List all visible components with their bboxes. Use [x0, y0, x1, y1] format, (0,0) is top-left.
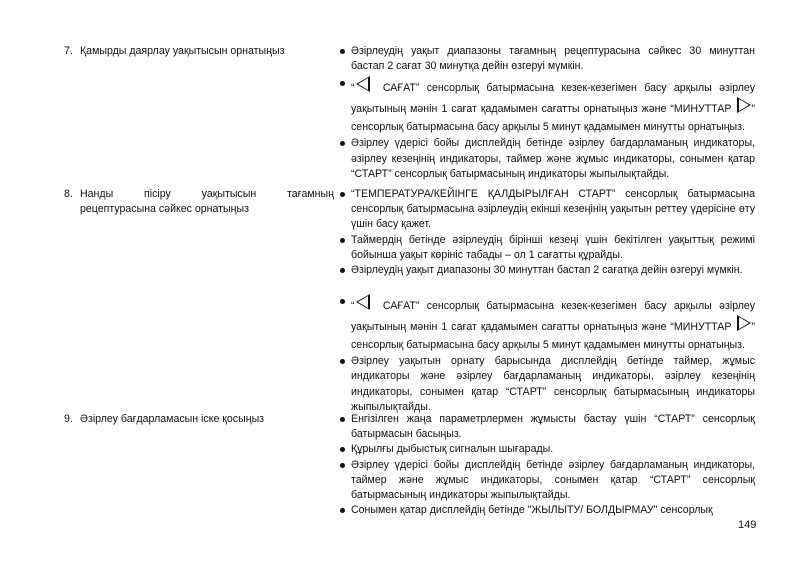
hour-button-icon [356, 294, 370, 310]
bullet: Әзірлеу үдерісі бойы дисплейдің бетінде әзірлеу бағдарламаның индикаторы, әзірлеу кезеңінің индикаторы, таймер және жұмыс индикаторы, сонымен қатар “СТАРТ” сенсорлық батырмасының индикаторы жыпылықтайды. [339, 136, 755, 182]
bullet: Әзірлеудің уақыт диапазоны тағамның рецептурасына сәйкес 30 минуттан бастап 2 сағат 30 минутқа дейін өзгеруі мүмкін. [339, 44, 755, 74]
step-8 [64, 187, 334, 217]
step-9-bullets [339, 412, 755, 518]
step-9 [64, 412, 334, 427]
step-title-line2: рецептурасына сәйкес орнатыңыз [80, 203, 249, 216]
step-8-bullets [339, 187, 755, 415]
minute-button-icon [737, 315, 751, 331]
bullet: “ САҒАТ” сенсорлық батырмасына кезек-кезегімен басу арқылы әзірлеу уақытының мәнін 1 сағат қадамымен сағатты орнатыңыз және “МИНУТТАР ” сенсорлық батырмасына басу арқылы 5 минут қадамымен минутты орнатыңыз. [339, 76, 755, 136]
bullet: “ САҒАТ” сенсорлық батырмасына кезек-кезегімен басу арқылы әзірлеу уақытының мәнін 1 сағат қадамымен сағатты орнатыңыз және “МИНУТТАР ” сенсорлық батырмасына басу арқылы 5 минут қадамымен минутты орнатыңыз. [339, 294, 755, 354]
bullet: “ТЕМПЕРАТУРА/КЕЙІНГЕ ҚАЛДЫРЫЛҒАН СТАРТ” сенсорлық батырмасына сенсорлық батырмасына әзірлеудің екінші кезеңінің уақытын реттеу үдерісіне өту үшін басу қажет. [339, 187, 755, 233]
step-number: 9. [64, 413, 73, 425]
step-number: 7. [64, 45, 73, 57]
step-7 [64, 44, 334, 59]
minute-button-icon [737, 97, 751, 113]
page-number: 149 [738, 519, 757, 531]
bullet: Енгізілген жаңа параметрлермен жұмысты бастау үшін “СТАРТ” сенсорлық батырмасын басыңыз. [339, 412, 755, 442]
bullet: Таймердің бетінде әзірлеудің бірінші кезеңі үшін бекітілген уақыттық режимі бойынша уақыт көрініс табады – ол 1 сағатты құрайды. [339, 233, 755, 263]
bullet: Құрылғы дыбыстық сигналын шығарады. [339, 442, 755, 457]
bullet: Әзірлеу уақытын орнату барысында дисплейдің бетінде таймер, жұмыс индикаторы және әзірлеу бағдарламаның индикаторы, әзірлеу кезеңінің индикаторы, сонымен қатар “СТАРТ” сенсорлық батырмасының индикаторы жыпылықтайды. [339, 354, 755, 415]
step-title: Әзірлеу бағдарламасын іске қосыңыз [80, 413, 265, 425]
step-title: Қамырды даярлау уақытысын орнатыңыз [80, 45, 285, 57]
step-title-line1: Нанды пісіру уақытысын тағамның [80, 188, 334, 200]
step-7-bullets [339, 44, 755, 182]
hour-button-icon [356, 76, 370, 92]
bullet: Әзірлеу үдерісі бойы дисплейдің бетінде әзірлеу бағдарламаның индикаторы, таймер және жұмыс индикаторы, сонымен қатар “СТАРТ” сенсорлық батырмасының индикаторы жыпылықтайды. [339, 458, 755, 504]
step-number: 8. [64, 188, 73, 200]
bullet: Сонымен қатар дисплейдің бетінде "ЖЫЛЫТУ/ БОЛДЫРМАУ" сенсорлық [339, 503, 755, 518]
bullet: Әзірлеудің уақыт диапазоны 30 минуттан бастап 2 сағатқа дейін өзгеруі мүмкін. [339, 263, 755, 278]
